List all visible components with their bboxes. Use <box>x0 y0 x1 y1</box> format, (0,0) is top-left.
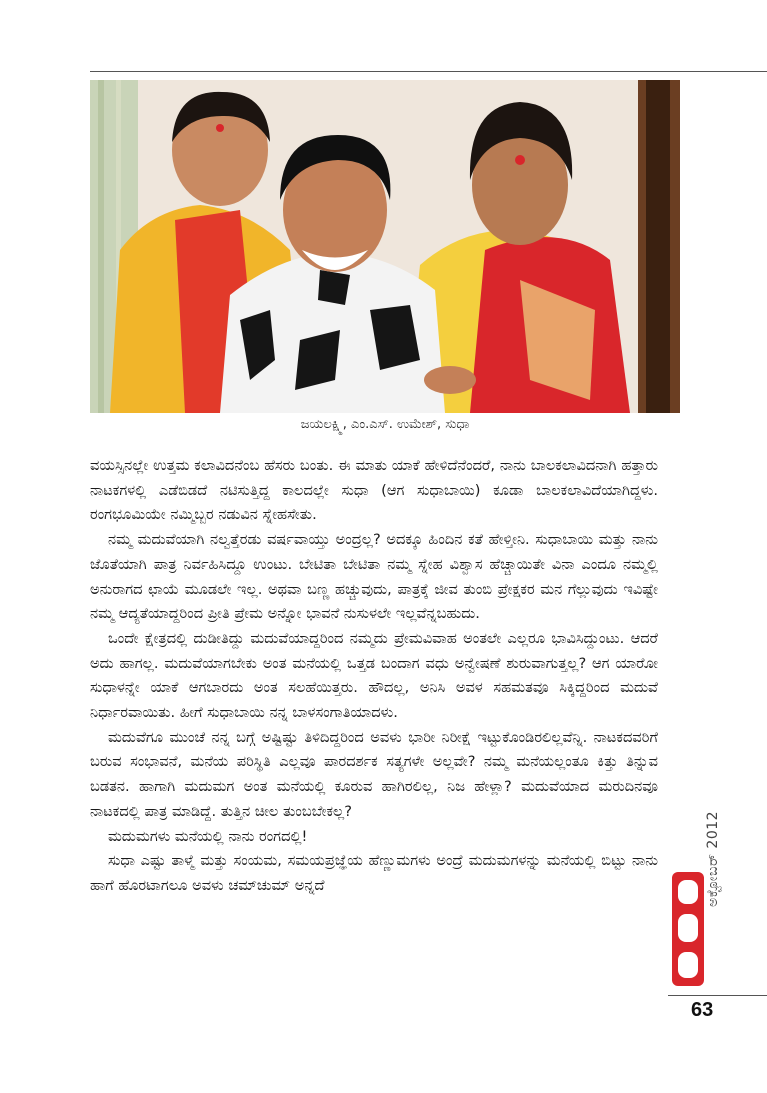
paragraph: ನಮ್ಮ ಮದುವೆಯಾಗಿ ನಲ್ವತ್ತೆರಡು ವರ್ಷವಾಯ್ತು ಅಂದ್ರಲ್ಲ? ಅದಕ್ಕೂ ಹಿಂದಿನ ಕತೆ ಹೇಳ್ತೀನಿ. ಸುಧಾಬಾಯಿ ಮತ್ತು ನಾನು ಜೊತೆಯಾಗಿ ಪಾತ್ರ ನಿರ್ವಹಿಸಿದ್ದೂ ಉಂಟು. ಬೇಟಿತಾ ಬೇಟಿತಾ ನಮ್ಮ ಸ್ನೇಹ ವಿಶ್ವಾಸ ಹೆಚ್ಚಾಯಿತೇ ವಿನಾ ಎಂದೂ ನಮ್ಮಲ್ಲಿ ಅನುರಾಗದ ಛಾಯೆ ಮೂಡಲೇ ಇಲ್ಲ. ಅಥವಾ ಬಣ್ಣ ಹಚ್ಚುವುದು, ಪಾತ್ರಕ್ಕೆ ಜೀವ ತುಂಬಿ ಪ್ರೇಕ್ಷಕರ ಮನ ಗೆಲ್ಲುವುದು ಇವಿಷ್ಟೇ ನಮ್ಮ ಆದ್ಯತೆಯಾದ್ದರಿಂದ ಪ್ರೀತಿ ಪ್ರೇಮ ಅನ್ನೋ ಭಾವನೆ ನುಸುಳಲೇ ಇಲ್ಲವೆನ್ನಬಹುದು. <box>90 531 658 623</box>
paragraph: ವಯಸ್ಸಿನಲ್ಲೇ ಉತ್ತಮ ಕಲಾವಿದನೆಂಬ ಹೆಸರು ಬಂತು. ಈ ಮಾತು ಯಾಕೆ ಹೇಳಿದೆನೆಂದರೆ, ನಾನು ಬಾಲಕಲಾವಿದನಾಗಿ ಹತ್ತಾರು ನಾಟಕಗಳಲ್ಲಿ ಎಡೆಬಿಡದೆ ನಟಿಸುತ್ತಿದ್ದ ಕಾಲದಲ್ಲೇ ಸುಧಾ (ಆಗ ಸುಧಾಬಾಯಿ) ಕೂಡಾ ಬಾಲಕಲಾವಿದೆಯಾಗಿದ್ದಳು. ರಂಗಭೂಮಿಯೇ ನಮ್ಮಿಬ್ಬರ ನಡುವಿನ ಸ್ನೇಹಸೇತು. <box>90 457 658 524</box>
top-rule <box>90 71 767 72</box>
portrait-photo <box>90 80 680 413</box>
paragraph: ಮದುವೆಗೂ ಮುಂಚೆ ನನ್ನ ಬಗ್ಗೆ ಅಷ್ಟಿಷ್ಟು ತಿಳಿದಿದ್ದರಿಂದ ಅವಳು ಭಾರೀ ನಿರೀಕ್ಷೆ ಇಟ್ಟುಕೊಂಡಿರಲಿಲ್ಲವೆನ್ನಿ. ನಾಟಕದವರಿಗೆ ಬರುವ ಸಂಭಾವನೆ, ಮನೆಯ ಪರಿಸ್ಥಿತಿ ಎಲ್ಲವೂ ಪಾರದರ್ಶಕ ಸತ್ಯಗಳೇ ಅಲ್ಲವೇ? ನಮ್ಮ ಮನೆಯಲ್ಲಂತೂ ಕಿತ್ತು ತಿನ್ನುವ ಬಡತನ. ಹಾಗಾಗಿ ಮದುಮಗ ಅಂತ ಮನೆಯಲ್ಲಿ ಕೂರುವ ಹಾಗಿರಲಿಲ್ಲ, ನಿಜ ಹೇಳ್ಲಾ? ಮದುವೆಯಾದ ಮರುದಿನವೂ ನಾಟಕದಲ್ಲಿ ಪಾತ್ರ ಮಾಡಿದ್ದೆ. ತುತ್ತಿನ ಚೀಲ ತುಂಬಬೇಕಲ್ಲ? <box>90 728 658 820</box>
issue-date: ಅಕ್ಟೋಬರ್ 2012 <box>705 810 721 907</box>
magazine-logo <box>668 870 708 988</box>
bottom-rule <box>668 995 767 996</box>
paragraph: ಮದುಮಗಳು ಮನೆಯಲ್ಲಿ ನಾನು ರಂಗದಲ್ಲಿ! <box>108 827 308 845</box>
page-number: 63 <box>691 999 714 1021</box>
photo-caption: ಜಯಲಕ್ಷ್ಮಿ, ಎಂ.ಎಸ್. ಉಮೇಶ್, ಸುಧಾ <box>300 417 470 432</box>
photo <box>90 80 680 413</box>
paragraph: ಸುಧಾ ಎಷ್ಟು ತಾಳ್ಮೆ ಮತ್ತು ಸಂಯಮ, ಸಮಯಪ್ರಜ್ಞೆಯ ಹೆಣ್ಣುಮಗಳು ಅಂದ್ರೆ ಮದುಮಗಳನ್ನು ಮನೆಯಲ್ಲಿ ಬಿಟ್ಟು ನಾನು ಹಾಗೆ ಹೊರಟಾಗಲೂ ಅವಳು ಚಮ್‌ಚುಮ್ ಅನ್ನದೆ <box>90 852 658 894</box>
paragraph: ಒಂದೇ ಕ್ಷೇತ್ರದಲ್ಲಿ ದುಡೀತಿದ್ದು ಮದುವೆಯಾದ್ದರಿಂದ ನಮ್ಮದು ಪ್ರೇಮವಿವಾಹ ಅಂತಲೇ ಎಲ್ಲರೂ ಭಾವಿಸಿದ್ದುಂಟು. ಆದರೆ ಅದು ಹಾಗಲ್ಲ. ಮದುವೆಯಾಗಬೇಕು ಅಂತ ಮನೆಯಲ್ಲಿ ಒತ್ತಡ ಬಂದಾಗ ವಧು ಅನ್ವೇಷಣೆ ಶುರುವಾಗುತ್ತಲ್ಲ? ಆಗ ಯಾರೋ ಸುಧಾಳನ್ನೇ ಯಾಕೆ ಆಗಬಾರದು ಅಂತ ಸಲಹೆಯಿತ್ತರು. ಹೌದಲ್ಲ, ಅನಿಸಿ ಅವಳ ಸಹಮತವೂ ಸಿಕ್ಕಿದ್ದರಿಂದ ಮದುವೆ ನಿರ್ಧಾರವಾಯಿತು. ಹೀಗೆ ಸುಧಾಬಾಯಿ ನನ್ನ ಬಾಳಸಂಗಾತಿಯಾದಳು. <box>90 629 658 722</box>
article-body <box>90 454 658 899</box>
